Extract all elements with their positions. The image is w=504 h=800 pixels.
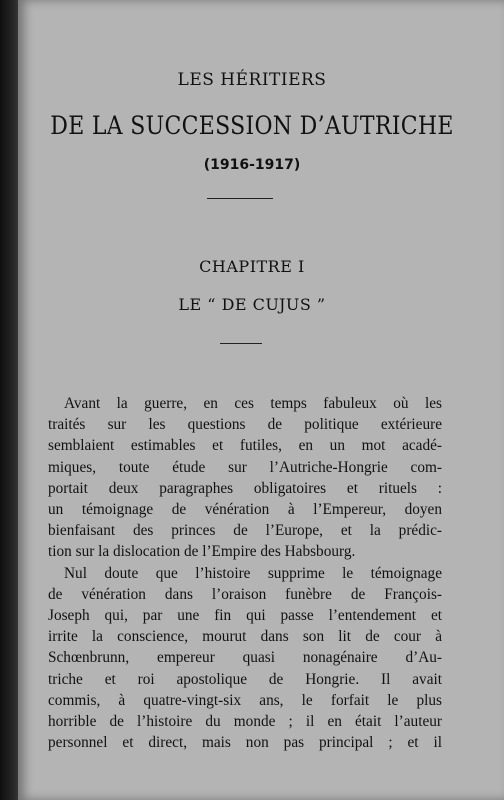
title-line-1: LES HÉRITIERS (177, 70, 327, 90)
text-line: Schœnbrunn, empereur quasi nonagénaire d’Au- (48, 649, 442, 667)
text-line: bienfaisant des princes de l’Europe, et la prédic- (48, 522, 442, 540)
text-line: commis, à quatre-vingt-six ans, le forfait le plus (48, 691, 442, 709)
text-line: tion sur la dislocation de l’Empire des Habsbourg. (48, 543, 356, 561)
text-line: triche et roi apostolique de Hongrie. Il avait (48, 670, 442, 688)
text-line: un témoignage de vénération à l’Empereur, doyen (48, 501, 442, 519)
text-line: horrible de l’histoire du monde ; il en était l’auteur (48, 713, 442, 731)
chapter-title: LE “ DE CUJUS ” (178, 295, 326, 314)
text-line: semblaient estimables et futiles, en un mot acadé- (48, 437, 442, 455)
text-line: de vénération dans l’oraison funèbre de François- (48, 585, 442, 603)
title-line-2: DE LA SUCCESSION D’AUTRICHE (50, 112, 454, 141)
text-line: irrite la conscience, mourut dans son lit de cour à (48, 628, 442, 646)
text-line: Nul doute que l’histoire supprime le témoignage (64, 564, 442, 582)
text-line: personnel et direct, mais non pas principal ; et il (48, 734, 442, 752)
text-line: Avant la guerre, en ces temps fabuleux où les (64, 395, 442, 412)
title-dates: (1916-1917) (203, 157, 301, 173)
chapter-number: CHAPITRE I (199, 257, 305, 276)
text-line: portait deux paragraphes obligatoires et rituels : (48, 479, 442, 497)
text-line: Joseph qui, par une fin qui passe l’entendement et (48, 607, 442, 625)
text-line: miques, toute étude sur l’Autriche-Hongrie com- (48, 458, 442, 476)
body-text (48, 393, 442, 753)
chapter-divider (220, 343, 262, 344)
text-line: traités sur les questions de politique extérieure (48, 416, 442, 434)
title-divider (207, 198, 273, 199)
